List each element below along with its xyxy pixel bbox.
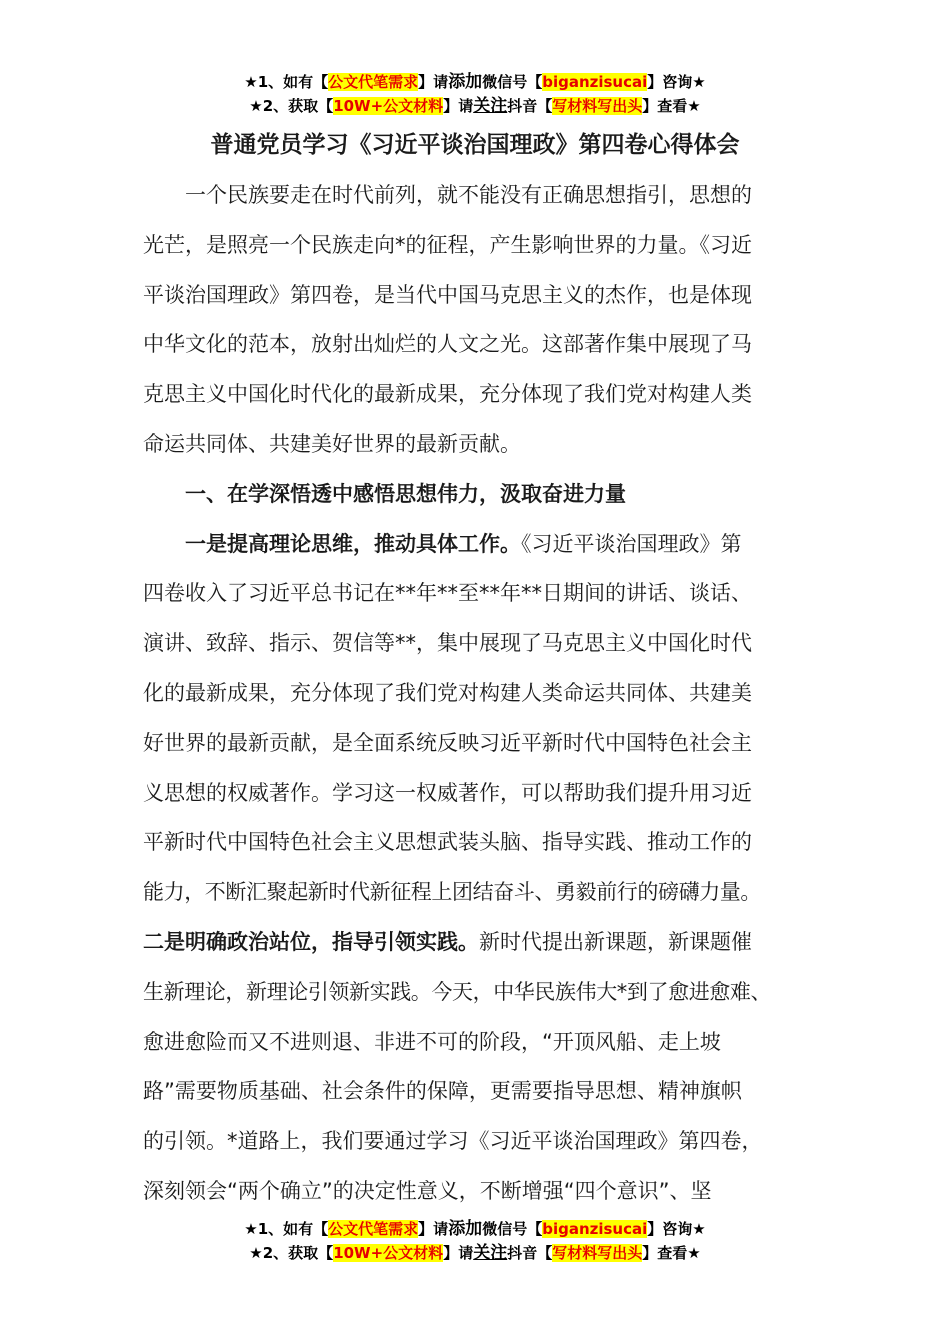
promo-text: 】请 xyxy=(418,1220,449,1238)
promo-highlight: 公文代笔需求 xyxy=(328,1220,419,1238)
document-body xyxy=(143,171,823,1217)
body-line: 能力，不断汇聚起新时代新征程上团结奋斗、勇毅前行的磅礴力量。 xyxy=(143,880,761,905)
promo-highlight: 10W+公文材料 xyxy=(333,1244,444,1262)
body-line xyxy=(143,918,823,968)
promo-text: 】咨询★ xyxy=(647,1220,706,1238)
promo-emphasis: 添加 xyxy=(448,1219,483,1239)
promo-banner-top xyxy=(0,70,950,118)
body-line: 光芒，是照亮一个民族走向*的征程，产生影响世界的力量。《习近 xyxy=(143,232,752,257)
promo-emphasis: 关注 xyxy=(473,96,508,116)
body-line: 中华文化的范本，放射出灿烂的人文之光。这部著作集中展现了马 xyxy=(143,332,752,357)
body-line: 演讲、致辞、指示、贺信等**，集中展现了马克思主义中国化时代 xyxy=(143,631,752,656)
promo-text: 微信号【 xyxy=(482,1220,543,1238)
promo-text: 】咨询★ xyxy=(647,73,706,91)
promo-text: 】请 xyxy=(443,97,474,115)
body-line: 克思主义中国化时代化的最新成果，充分体现了我们党对构建人类 xyxy=(143,382,752,407)
body-line: 义思想的权威著作。学习这一权威著作，可以帮助我们提升用习近 xyxy=(143,780,752,805)
promo-wechat-id: biganzisucai xyxy=(542,73,648,91)
point-heading: 一是提高理论思维，推动具体工作。 xyxy=(185,531,521,556)
promo-text: 】查看★ xyxy=(642,1244,701,1262)
promo-douyin-id: 写材料写出头 xyxy=(552,97,643,115)
body-line: 好世界的最新贡献，是全面系统反映习近平新时代中国特色社会主 xyxy=(143,730,752,755)
promo-emphasis: 关注 xyxy=(473,1243,508,1263)
body-line: 路”需要物质基础、社会条件的保障，更需要指导思想、精神旗帜 xyxy=(143,1079,742,1104)
body-line: 生新理论，新理论引领新实践。今天，中华民族伟大*到了愈进愈难、 xyxy=(143,979,772,1004)
promo-line-2 xyxy=(0,1241,950,1265)
document-title: 普通党员学习《习近平谈治国理政》第四卷心得体会 xyxy=(210,132,740,158)
promo-banner-bottom xyxy=(0,1217,950,1265)
promo-emphasis: 添加 xyxy=(448,72,483,92)
promo-text: ★1、如有【 xyxy=(244,1220,329,1238)
promo-text: 微信号【 xyxy=(482,73,543,91)
point-heading: 二是明确政治站位，指导引领实践。 xyxy=(143,929,479,954)
promo-highlight: 10W+公文材料 xyxy=(333,97,444,115)
body-text: 新时代提出新课题，新课题催 xyxy=(479,929,752,954)
promo-text: 】请 xyxy=(418,73,449,91)
promo-text: 】查看★ xyxy=(642,97,701,115)
promo-text: 】请 xyxy=(443,1244,474,1262)
body-line: 深刻领会“两个确立”的决定性意义，不断增强“四个意识”、坚 xyxy=(143,1178,712,1203)
section-heading: 一、在学深悟透中感悟思想伟力，汲取奋进力量 xyxy=(185,481,626,506)
promo-text: ★1、如有【 xyxy=(244,73,329,91)
promo-line-2 xyxy=(0,94,950,118)
body-line: 四卷收入了习近平总书记在**年**至**年**日期间的讲话、谈话、 xyxy=(143,581,752,606)
body-line: 的引领。*道路上，我们要通过学习《习近平谈治国理政》第四卷， xyxy=(143,1129,763,1154)
promo-text: ★2、获取【 xyxy=(249,97,334,115)
promo-line-1 xyxy=(0,70,950,94)
promo-text: 抖音【 xyxy=(507,1244,553,1262)
body-line: 一个民族要走在时代前列，就不能没有正确思想指引，思想的 xyxy=(185,183,752,207)
promo-highlight: 公文代笔需求 xyxy=(328,73,419,91)
promo-text: ★2、获取【 xyxy=(249,1244,334,1262)
body-line: 命运共同体、共建美好世界的最新贡献。 xyxy=(143,431,521,456)
promo-wechat-id: biganzisucai xyxy=(542,1220,648,1238)
body-line: 愈进愈险而又不进则退、非进不可的阶段，“开顶风船、走上坡 xyxy=(143,1029,721,1054)
body-line xyxy=(143,520,823,570)
body-line: 平谈治国理政》第四卷，是当代中国马克思主义的杰作，也是体现 xyxy=(143,282,752,307)
promo-text: 抖音【 xyxy=(507,97,553,115)
body-line: 平新时代中国特色社会主义思想武装头脑、指导实践、推动工作的 xyxy=(143,830,752,855)
promo-douyin-id: 写材料写出头 xyxy=(552,1244,643,1262)
body-text: 《习近平谈治国理政》第 xyxy=(521,531,742,556)
body-line: 化的最新成果，充分体现了我们党对构建人类命运共同体、共建美 xyxy=(143,680,752,705)
promo-line-1 xyxy=(0,1217,950,1241)
